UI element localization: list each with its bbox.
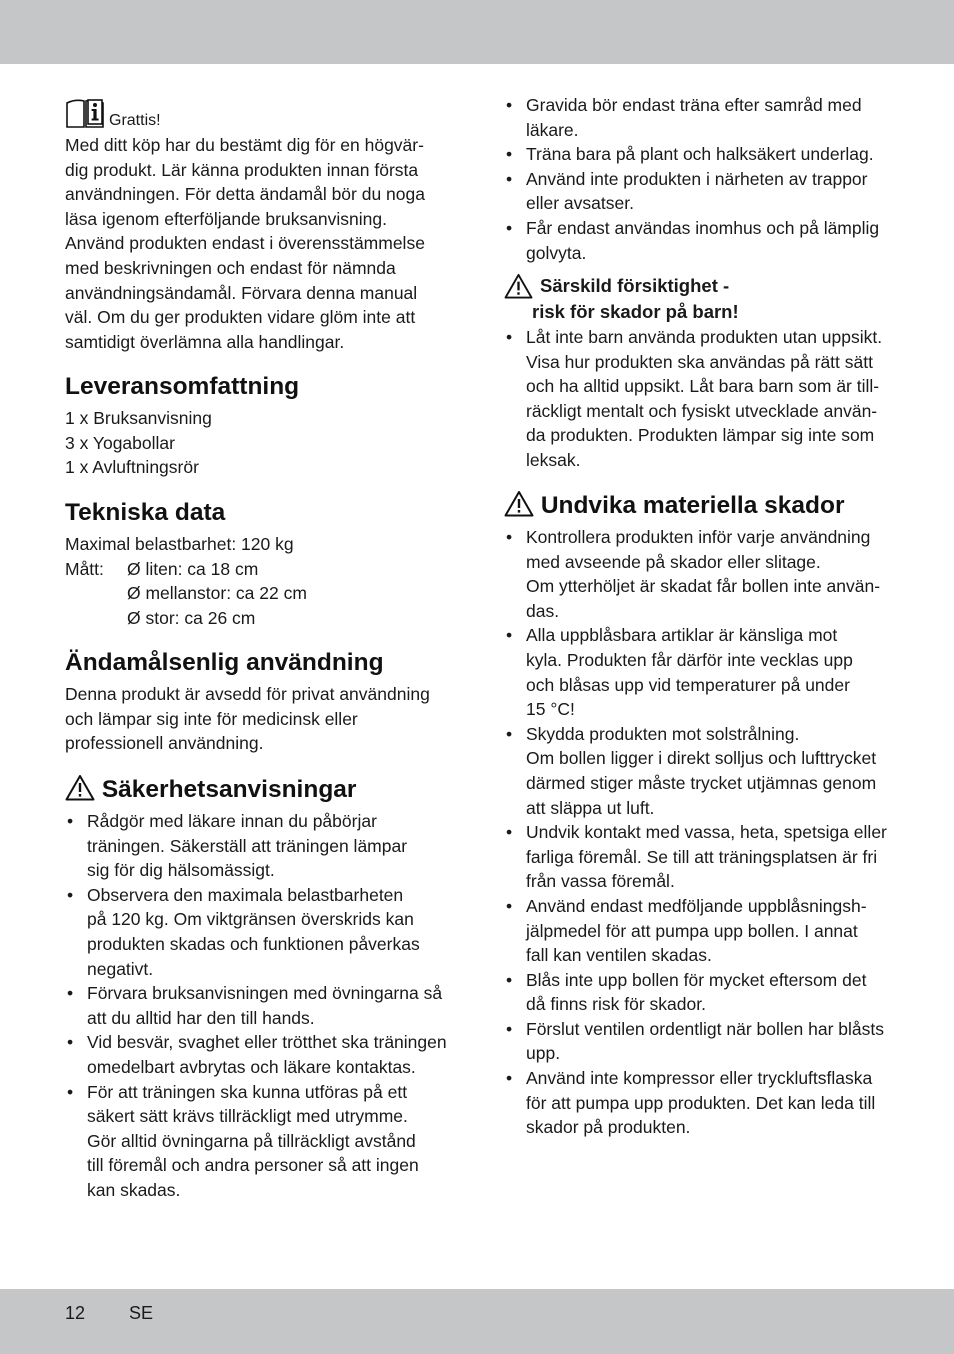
list-line: eller avsatser.: [526, 193, 634, 214]
intro-line: samtidigt överlämna alla handlingar.: [65, 331, 345, 352]
list-line: • Låt inte barn använda produkten utan uppsikt.: [526, 327, 883, 347]
list-line: Om ytterhöljet är skadat får bollen inte använ-: [526, 576, 881, 597]
intended-use-section: [65, 648, 430, 756]
intended-use-heading: Ändamålsenlig användning: [65, 649, 384, 676]
list-line: da produkten. Produkten lämpar sig inte som: [526, 425, 875, 446]
list-line: från vassa föremål.: [526, 871, 675, 892]
list-item: [504, 894, 904, 968]
list-line: • Vid besvär, svaghet eller trötthet ska träningen: [87, 1032, 447, 1053]
list-item: [504, 623, 904, 721]
list-item: [504, 325, 904, 473]
list-line: • Blås inte upp bollen för mycket eftersom det: [526, 969, 867, 990]
list-line: Om bollen ligger i direkt solljus och lufttrycket: [526, 748, 877, 769]
list-line: för att pumpa upp produkten. Det kan leda till: [526, 1092, 876, 1113]
greeting-text: Grattis!: [109, 112, 161, 129]
list-line: träningen. Säkerställ att träningen lämpar: [87, 835, 408, 856]
safety-section: [65, 774, 460, 1203]
warning-triangle-icon: [504, 273, 533, 299]
list-item: [504, 93, 904, 142]
list-line: • Får endast användas inomhus och på lämplig: [526, 217, 880, 238]
list-item: [65, 1080, 460, 1203]
list-item: [504, 167, 904, 216]
intro-line: Med ditt köp har du bestämt dig för en högvär-: [65, 135, 424, 155]
list-line: omedelbart avbrytas och läkare kontaktas.: [87, 1056, 416, 1077]
list-item: [65, 883, 460, 981]
list-item: [65, 1030, 460, 1079]
list-line: farliga föremål. Se till att träningsplatsen är fri: [526, 846, 878, 867]
list-line: • Träna bara på plant och halksäkert underlag.: [526, 144, 874, 165]
list-line: • Skydda produkten mot solstrålning.: [526, 723, 800, 744]
safety-heading: [65, 774, 460, 805]
list-line: säkert sätt krävs tillräckligt med utrymme.: [87, 1106, 408, 1127]
list-line: med avseende på skador eller slitage.: [526, 551, 821, 572]
dimension-small: Ø liten: ca 18 cm: [127, 558, 259, 579]
list-line: att du alltid har den till hands.: [87, 1007, 315, 1028]
children-warning-heading-line2: risk för skador på barn!: [532, 301, 739, 322]
list-item: [504, 722, 904, 820]
material-damage-heading: [504, 490, 904, 521]
header-bar: [0, 0, 954, 64]
list-line: på 120 kg. Om viktgränsen överskrids kan: [87, 909, 414, 930]
list-line: Gör alltid övningarna på tillräckligt avstånd: [87, 1130, 416, 1151]
scope-item: 3 x Yogabollar: [65, 432, 175, 453]
language-code: SE: [129, 1303, 154, 1323]
intro-paragraph: [65, 133, 460, 354]
tech-section: [65, 498, 307, 630]
dimension-large: Ø stor: ca 26 cm: [127, 607, 256, 628]
list-item: [504, 525, 904, 623]
page-number: 12: [65, 1303, 86, 1323]
material-damage-heading-text: Undvika materiella skador: [540, 492, 845, 519]
children-warning-section: [504, 272, 904, 473]
max-load-text: Maximal belastbarhet: 120 kg: [65, 534, 294, 554]
intro-line: med beskrivningen och endast för nämnda: [65, 257, 396, 278]
list-line: • Observera den maximala belastbarheten: [87, 884, 404, 905]
list-item: [504, 142, 904, 167]
list-line: jälpmedel för att pumpa upp bollen. I annat: [526, 920, 858, 941]
list-item: [504, 968, 904, 1017]
list-line: och ha alltid uppsikt. Låt bara barn som är till-: [526, 376, 880, 397]
list-line: leksak.: [526, 449, 581, 470]
scope-section: [65, 372, 299, 480]
list-line: läkare.: [526, 119, 579, 140]
scope-item: 1 x Bruksanvisning: [65, 408, 212, 428]
intended-use-line: och lämpar sig inte för medicinsk eller: [65, 708, 358, 729]
list-line: • Använd inte kompressor eller tryckluftsflaska: [526, 1068, 873, 1089]
list-item: [504, 216, 904, 265]
list-item: [65, 981, 460, 1030]
children-warning-heading-line1: Särskild försiktighet -: [540, 275, 730, 296]
dimensions-label: Mått:: [65, 558, 104, 579]
list-item: [504, 1017, 904, 1066]
scope-heading: Leveransomfattning: [65, 373, 300, 400]
list-line: • Kontrollera produkten inför varje användning: [526, 527, 871, 547]
list-line: • Använd inte produkten i närheten av trappor: [526, 168, 868, 189]
dimension-medium: Ø mellanstor: ca 22 cm: [127, 583, 307, 604]
safety-continued-list: [504, 93, 904, 265]
tech-heading: Tekniska data: [65, 499, 226, 526]
list-line: golvyta.: [526, 242, 587, 263]
list-item: [504, 1066, 904, 1140]
list-line: och blåsas upp vid temperaturer på under: [526, 674, 850, 695]
list-line: 15 °C!: [526, 699, 575, 720]
intro-line: användningen. För detta ändamål bör du noga: [65, 184, 425, 205]
intro-line: läsa igenom efterföljande bruksanvisning.: [65, 208, 387, 229]
material-damage-section: [504, 490, 904, 1140]
warning-triangle-icon: [65, 774, 95, 801]
list-line: skador på produkten.: [526, 1117, 691, 1138]
list-line: därmed stiger måste trycket utjämnas genom: [526, 772, 877, 793]
list-line: till föremål och andra personer så att ingen: [87, 1155, 419, 1176]
list-line: • Rådgör med läkare innan du påbörjar: [87, 811, 377, 831]
list-line: • För att träningen ska kunna utföras på ett: [87, 1081, 408, 1102]
warning-triangle-icon: [504, 490, 534, 517]
scope-item: 1 x Avluftningsrör: [65, 457, 199, 478]
list-line: kan skadas.: [87, 1179, 181, 1200]
intro-block: [65, 97, 460, 354]
manual-info-icon: [65, 97, 105, 129]
list-line: sig för dig hälsomässigt.: [87, 860, 275, 881]
list-item: [504, 820, 904, 894]
list-line: då finns risk för skador.: [526, 994, 706, 1015]
list-line: das.: [526, 600, 560, 621]
list-line: negativt.: [87, 958, 154, 979]
intended-use-line: Denna produkt är avsedd för privat användning: [65, 684, 430, 704]
list-line: Visa hur produkten ska användas på rätt sätt: [526, 351, 873, 372]
intro-line: dig produkt. Lär känna produkten innan första: [65, 159, 419, 180]
list-line: upp.: [526, 1043, 561, 1064]
list-line: kyla. Produkten får därför inte vecklas upp: [526, 649, 853, 670]
intended-use-line: professionell användning.: [65, 733, 264, 754]
list-line: • Använd endast medföljande uppblåsningsh-: [526, 895, 867, 916]
list-line: produkten skadas och funktionen påverkas: [87, 933, 420, 954]
list-line: • Förvara bruksanvisningen med övningarna så: [87, 983, 443, 1004]
intro-line: väl. Om du ger produkten vidare glöm inte att: [65, 307, 416, 328]
list-line: • Alla uppblåsbara artiklar är känsliga mot: [526, 625, 838, 646]
list-line: att släppa ut luft.: [526, 797, 655, 818]
list-line: räckligt mentalt och fysiskt utvecklade använ-: [526, 400, 878, 421]
list-line: • Gravida bör endast träna efter samråd med: [526, 95, 862, 115]
list-line: • Förslut ventilen ordentligt när bollen har blåsts: [526, 1018, 884, 1039]
intro-line: användningsändamål. Förvara denna manual: [65, 282, 418, 303]
list-item: [65, 809, 460, 883]
list-line: fall kan ventilen skadas.: [526, 945, 712, 966]
safety-heading-text: Säkerhetsanvisningar: [101, 776, 357, 803]
list-line: • Undvik kontakt med vassa, heta, spetsiga eller: [526, 822, 887, 843]
intro-line: Använd produkten endast i överensstämmelse: [65, 233, 425, 254]
